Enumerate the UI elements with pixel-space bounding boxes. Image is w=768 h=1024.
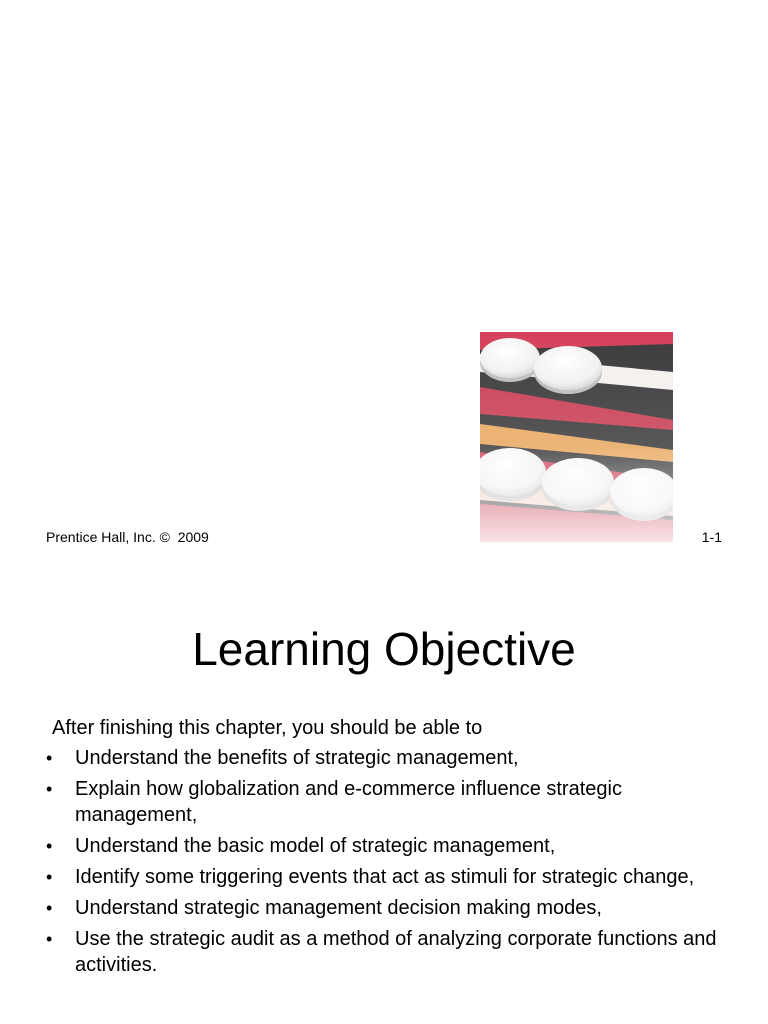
bullet-icon: • — [46, 836, 53, 856]
objective-text: Explain how globalization and e-commerce influence strategic management, — [75, 778, 622, 826]
objective-text: Understand strategic management decision making modes, — [75, 897, 602, 919]
objective-text: Understand the basic model of strategic management, — [75, 835, 556, 857]
objective-text: Understand the benefits of strategic management, — [75, 747, 519, 769]
objective-text: Use the strategic audit as a method of analyzing corporate functions and activities. — [75, 928, 717, 976]
bullet-icon: • — [46, 929, 53, 949]
slide-title: Learning Objective — [192, 623, 576, 675]
bullet-icon: • — [46, 898, 53, 918]
slide-2 — [0, 600, 768, 1024]
bullet-icon: • — [46, 867, 53, 887]
slide-number: 1-1 — [701, 529, 722, 545]
list-item — [46, 895, 736, 921]
list-item — [46, 745, 736, 771]
intro-text: After finishing this chapter, you should be able to — [52, 717, 483, 739]
list-item — [46, 776, 736, 828]
backgammon-board-image — [480, 332, 673, 542]
bullet-icon: • — [46, 779, 53, 799]
list-item — [46, 833, 736, 859]
bullet-icon: • — [46, 748, 53, 768]
list-item — [46, 926, 736, 978]
footer-copyright: Prentice Hall, Inc. © 2009 — [46, 529, 209, 545]
objective-text: Identify some triggering events that act as stimuli for strategic change, — [75, 866, 695, 888]
list-item — [46, 864, 736, 890]
objectives-list — [46, 745, 736, 983]
